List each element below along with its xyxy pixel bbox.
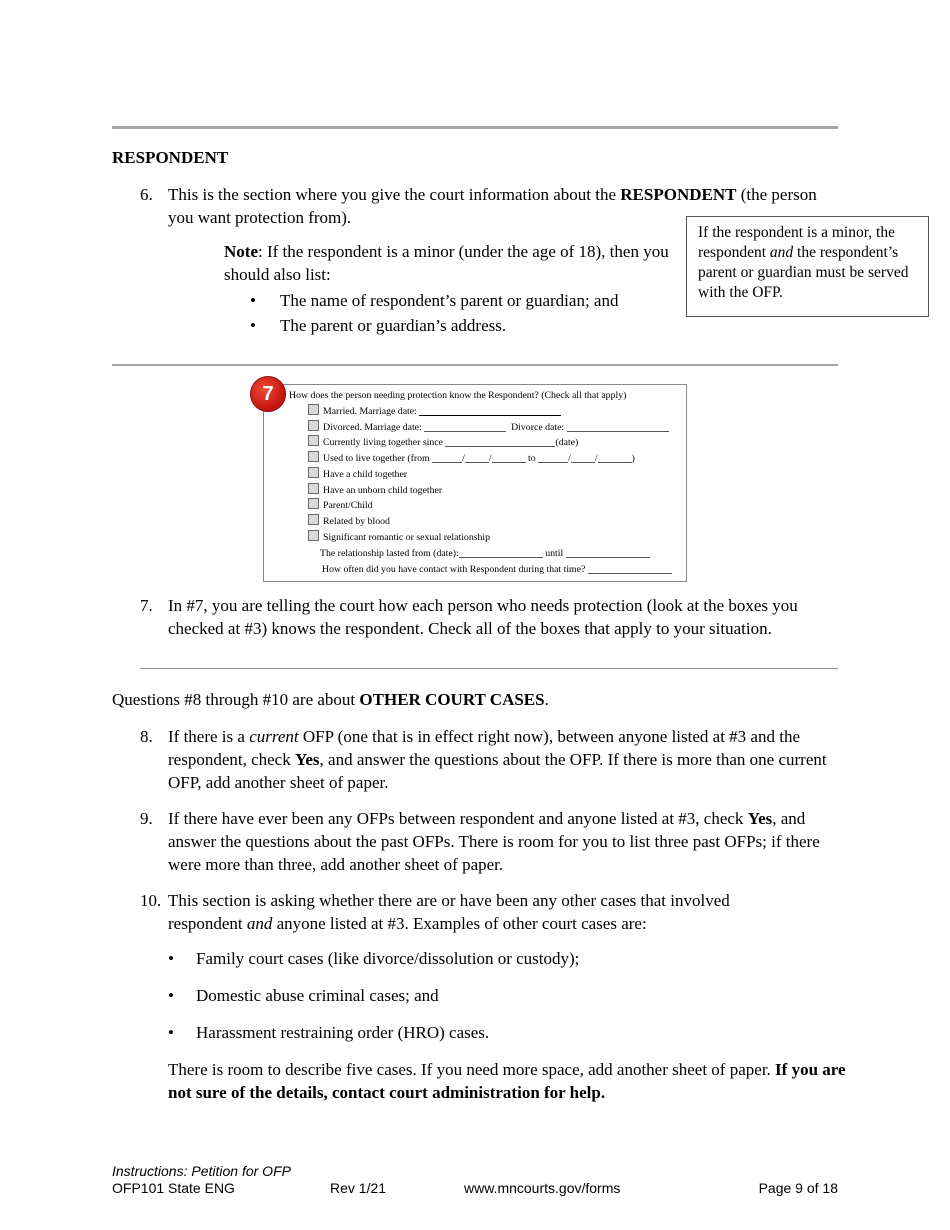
list-item: • The parent or guardian’s address. bbox=[250, 316, 507, 335]
section-rule bbox=[112, 364, 838, 366]
footer-url[interactable]: www.mncourts.gov/forms bbox=[464, 1180, 621, 1196]
checkbox-icon bbox=[308, 404, 319, 415]
additional-space-note: There is room to describe five cases. If you need more space, add another sheet of paper. If you are not sure of the details, contact court administration for help. bbox=[168, 1060, 846, 1102]
checkbox-married: Married. Marriage date: bbox=[308, 404, 561, 420]
list-item: • Domestic abuse criminal cases; and bbox=[168, 986, 439, 1005]
list-item: • Harassment restraining order (HRO) cases. bbox=[168, 1023, 490, 1042]
list-item: • The name of respondent’s parent or guardian; and bbox=[250, 291, 619, 310]
checkbox-icon bbox=[308, 483, 319, 494]
checkbox-parent-child: Parent/Child bbox=[308, 498, 373, 514]
checkbox-living-together: Currently living together since (date) bbox=[308, 435, 578, 451]
contact-frequency: How often did you have contact with Respondent during that time? bbox=[322, 562, 672, 578]
item-number: 6. bbox=[140, 185, 153, 204]
checkbox-divorced: Divorced. Marriage date: Divorce date: bbox=[308, 420, 669, 436]
minor-notice-box: If the respondent is a minor, the respondent and the respondent’s parent or guardian must be served with the OFP. bbox=[686, 216, 929, 317]
revision: Rev 1/21 bbox=[330, 1180, 387, 1196]
top-rule bbox=[112, 126, 838, 129]
checkbox-icon bbox=[308, 420, 319, 431]
checkbox-icon bbox=[308, 530, 319, 541]
list-item: • Family court cases (like divorce/dissolution or custody); bbox=[168, 949, 580, 968]
item-number: 7. bbox=[140, 596, 153, 615]
checkbox-icon bbox=[308, 498, 319, 509]
note: Note: If the respondent is a minor (under the age of 18), then you should also list: bbox=[224, 242, 669, 284]
note-bullets bbox=[250, 288, 618, 338]
checkbox-used-to-live-together: Used to live together (from / / to / / ) bbox=[308, 451, 635, 467]
form-question: How does the person needing protection know the Respondent? (Check all that apply) bbox=[289, 390, 627, 401]
other-cases-intro: Questions #8 through #10 are about OTHER COURT CASES. bbox=[112, 690, 549, 709]
section-heading: RESPONDENT bbox=[112, 148, 229, 167]
checkbox-child: Have a child together bbox=[308, 467, 407, 483]
checkbox-unborn-child: Have an unborn child together bbox=[308, 483, 442, 499]
footer-title: Instructions: Petition for OFP bbox=[112, 1163, 291, 1179]
question-number-badge: 7 bbox=[250, 376, 286, 412]
checkbox-icon bbox=[308, 467, 319, 478]
page-number: Page 9 of 18 bbox=[758, 1180, 838, 1196]
checkbox-related-by-blood: Related by blood bbox=[308, 514, 390, 530]
relationship-lasted: The relationship lasted from (date): until bbox=[320, 546, 650, 562]
form-excerpt-7 bbox=[263, 384, 687, 582]
checkbox-icon bbox=[308, 435, 319, 446]
footer bbox=[112, 1163, 838, 1197]
item-number: 8. bbox=[140, 727, 153, 746]
item-number: 10. bbox=[140, 891, 162, 910]
form-id: OFP101 State ENG bbox=[112, 1180, 235, 1196]
checkbox-icon bbox=[308, 451, 319, 462]
checkbox-romantic: Significant romantic or sexual relationship bbox=[308, 530, 490, 546]
checkbox-icon bbox=[308, 514, 319, 525]
item-number: 9. bbox=[140, 809, 153, 828]
divider bbox=[140, 668, 838, 669]
